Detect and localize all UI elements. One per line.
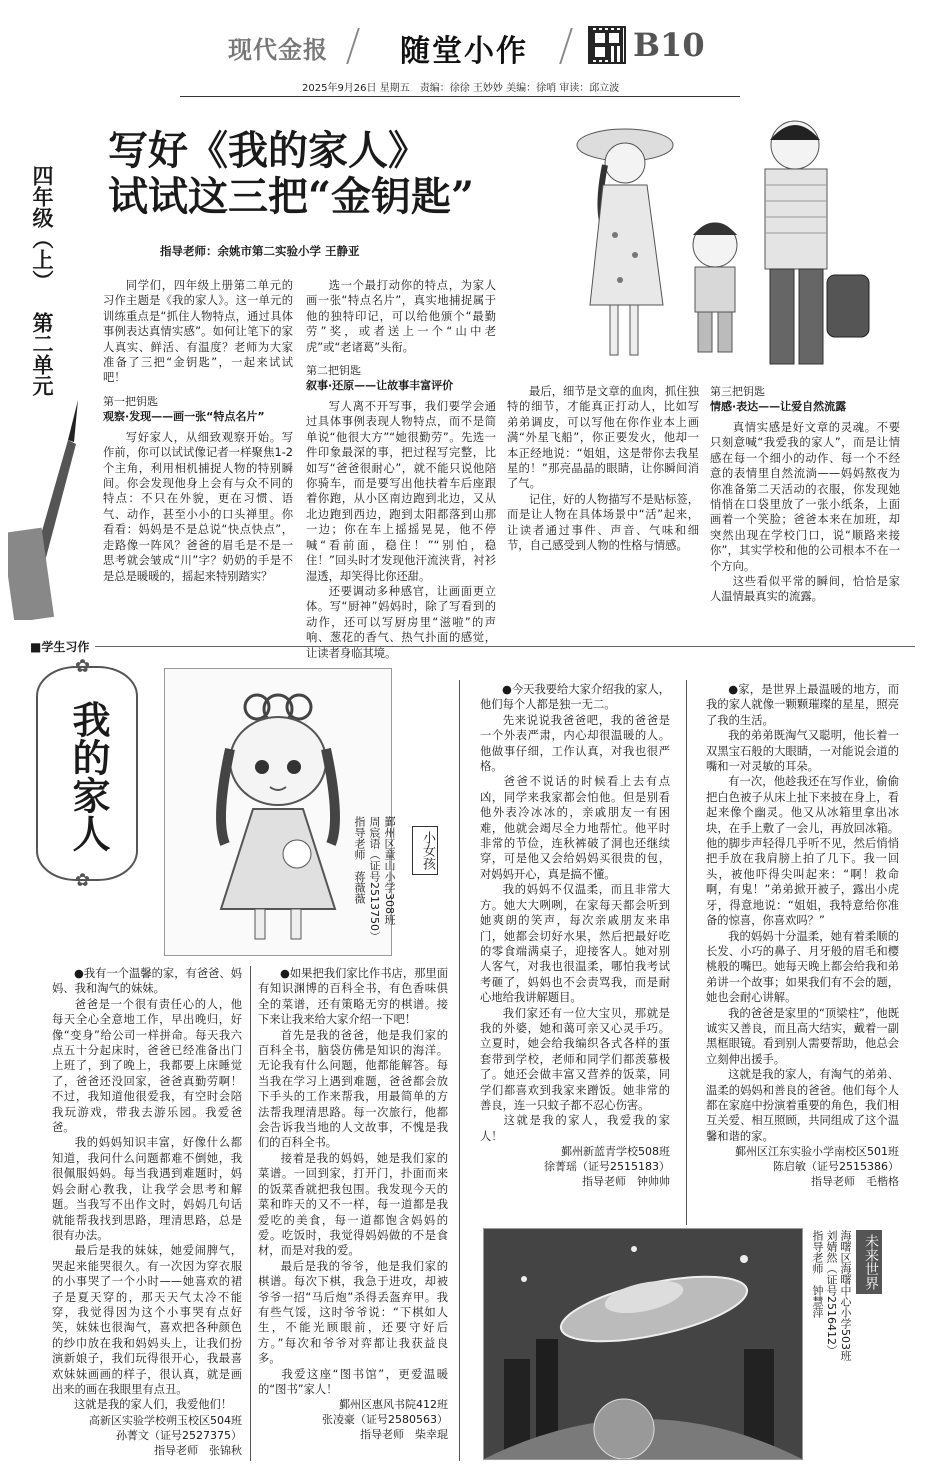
essay-3-paragraph: [480, 713, 670, 775]
essay-3-teacher: 指导老师 钟帅帅: [582, 1175, 670, 1189]
column-divider: [459, 680, 460, 1461]
masthead-rule: [180, 96, 740, 97]
essay-4-author: 陈启敏（证号2515386）: [773, 1160, 899, 1174]
essay-4-p5: 我的爸爸是家里的“顶梁柱”，他既诚实又善良，而且高大结实，戴着一副黑框眼镜。看到别人需要帮助，他总会立刻伸出援手。: [706, 1006, 899, 1066]
essay-3-paragraph: [480, 774, 670, 882]
artwork-future-world-label: 未来世界: [856, 1230, 882, 1294]
essay-1-p4: 最后是我的妹妹，她爱闹脾气，哭起来能哭很久。有一次因为穿衣服的小事哭了一个小时——她喜欢的裙子是夏天穿的，那天天气太冷不能穿，我觉得因为这个小事哭有点好笑，妹妹也很淘气，喜欢把各种颜色的纱巾放在我和妈妈头上，让我们扮演新娘子，我们玩得很开心，我最喜欢妹妹画画的样子，很认真，就是画出来的画在我眼里有点丑。: [52, 1244, 242, 1396]
masthead-divider: [346, 28, 360, 64]
key1-title: 第一把钥匙: [103, 394, 158, 408]
essay-4-paragraph: [706, 1067, 899, 1144]
essay-4: [706, 682, 899, 1189]
essay-4-paragraph: [706, 728, 899, 774]
essay-2-p5: 我爱这座“图书馆”，更爱温暖的“图书”家人！: [258, 1367, 448, 1396]
key2-paragraph-4: [507, 492, 699, 554]
family-illustration: [565, 105, 925, 380]
column-divider: [250, 966, 251, 1461]
grade-label: [20, 165, 54, 396]
essay-1-p5: 这就是我的家人们，我爱他们！: [74, 1398, 233, 1412]
essay-3-p3: 爸爸不说话的时候看上去有点凶，同学来我家都会怕他。但是别看他外表冷冰冰的，亲戚朋友一有困难，他就会竭尽全力地帮忙。他平时非常的节俭，连秋裤破了洞也还继续穿，可是他又会给妈妈买很贵的包，对妈妈开心，真是搞不懂。: [480, 775, 670, 881]
key2-paragraph-4-text: 记住，好的人物描写不是贴标签，而是让人物在具体场景中“活”起来，让读者通过事件、声音、气味和细节，自己感受到人物的性格与情感。: [507, 492, 699, 553]
essay-1-p1: ●我有一个温馨的家，有爸爸、妈妈、我和淘气的妹妹。: [52, 967, 243, 996]
essay-2-p3: 接着是我的妈妈，她是我们家的菜谱。一回到家，打开门，扑面而来的饭菜香就把我包围。我发现今天的菜和昨天的又不一样，每一道都是我爱吃的美食，每一道都饱含妈妈的爱。吃饭时，我觉得妈妈做的不是食材，而是对我的爱。: [258, 1151, 448, 1258]
essay-1-author: 孙菁文（证号2527375）: [116, 1428, 242, 1442]
essay-4-p1: ●家，是世界上最温暖的地方，而我的家人就像一颗颗璀璨的星星，照亮了我的生活。: [706, 683, 899, 727]
page-number: B10: [633, 26, 705, 64]
key3-subtitle: 情感·表达——让爱自然流露: [710, 400, 847, 413]
key1-paragraph-text: 写好家人，从细致观察开始。写作前，你可以试试像记者一样聚焦1-2个主角，利用相机捕捉人物的特别瞬间。你会发现他身上会有与众不同的特点：不只在外貌，更在习惯、语气、动作，甚至小小的口头禅里。你看看：妈妈是不是总说“快点快点”，走路像一阵风？爸爸的眉毛是不是一思考就会皱成“川”字？奶奶的手是不是总是暖暖的，摇起来特别踏实？: [103, 430, 293, 583]
dateline: 2025年9月26日 星期五 责编：徐徐 王妙妙 美编：徐哨 审读：邱立波: [302, 83, 620, 94]
essay-4-school: 鄞州区江东实验小学南校区501班: [735, 1145, 899, 1159]
essay-2-teacher: 指导老师 柴幸琨: [360, 1428, 448, 1442]
essay-1-paragraph: [52, 1135, 242, 1243]
key2-paragraph-3-text: 最后，细节是文章的血肉，抓住独特的细节，才能真正打动人，比如写弟弟调皮，可以写他在你作业本上画满“外星飞船”，你正要发火，他却一本正经地说：“姐姐，这是带你去我星星的！”那亮晶晶的眼睛，让你瞬间消了气。: [507, 385, 699, 491]
qr-code-icon: [588, 26, 626, 64]
essay-3: [480, 682, 670, 1189]
essay-2-paragraph: [258, 1028, 448, 1151]
masthead-column-name: 随堂小作: [400, 34, 528, 69]
essay-2-p4: 最后是我的爷爷，他是我们家的棋谱。每次下棋，我急于进攻，却被爷爷一招“马后炮”杀得丢盔弃甲。我有些气馁，这时爷爷说：“下棋如人生，不能光顾眼前，还要守好后方。”每次和爷爷对弈都让我获益良多。: [258, 1259, 448, 1366]
essay-4-p4: 我的妈妈十分温柔，她有着柔顺的长发、小巧的鼻子、月牙般的眉毛和樱桃般的嘴巴。她每天晚上都会给我和弟弟讲一个故事；如果我们有不会的题，她也会耐心讲解。: [706, 929, 899, 1005]
artwork-future-world-name: 刘婧然（证号2516412）: [825, 1230, 838, 1356]
artwork-girl-school: 鄞州区童山小学308班: [383, 816, 396, 925]
essay-4-p2: 我的弟弟既淘气又聪明，他长着一双黑宝石般的大眼睛，一对能说会道的嘴和一对灵敏的耳朵。: [706, 729, 899, 774]
essay-3-p6: 这就是我的家人，我爱我的家人！: [480, 1114, 670, 1143]
essay-4-p3: 有一次，他趁我还在写作业，偷偷把白色被子从床上扯下来披在身上，看起来像个幽灵。他又从冰箱里拿出冰块，在手上敷了一会儿，再放回冰箱。他的脚步声轻得几乎听不见，然后悄悄把手放在我肩膀上拍了几下。我一回头，被他吓得尖叫起来：“啊！救命啊，有鬼！”弟弟掀开被子，露出小虎牙，得意地说：“姐姐，我特意给你准备的惊喜，你喜欢吗？”: [706, 775, 899, 928]
key3-title: 第三把钥匙: [710, 385, 765, 398]
essay-4-paragraph: [706, 682, 899, 728]
essay-3-p1: ●今天我要给大家介绍我的家人，他们每个人都是独一无二。: [480, 683, 671, 712]
essay-4-teacher: 指导老师 毛楷格: [811, 1175, 899, 1189]
essay-3-paragraph: [480, 882, 670, 1005]
essay-2-paragraph: [258, 966, 448, 1028]
headline-line-2: 试试这三把“金钥匙”: [108, 173, 475, 220]
essay-1-school: 高新区实验学校朔玉校区504班: [89, 1413, 242, 1427]
masthead-brand: 现代金报: [228, 35, 328, 64]
essay-3-p4: 我的妈妈不仅温柔，而且非常大方。她大大咧咧，在家每天都会听到她爽朗的笑声，每次亲戚朋友来串门，她都会切好水果，然后把最好吃的零食端满桌子，迎接客人。她对别人客气，对我也很温柔，哪怕我考试考砸了，妈妈也不会责骂我，而是耐心地给我讲解题目。: [480, 883, 670, 1005]
essay-4-paragraph: [706, 1006, 899, 1068]
key2-paragraph-1-text: 写人离不开写事，我们要学会通过具体事例表现人物特点，而不是简单说“他很大方”“她很勤劳”。先选一件印象最深的事，把过程写完整，比如写“爸爸很耐心”，就不能只说他陪你骑车，而是要写出他扶着车后座跟着你跑，从小区南边跑到北边，又从北边跑到西边，跑到太阳都落到山那一边；你在车上摇摇晃晃，他不停喊“看前面，稳住！”“别怕，稳住！”回头时才发现他汗流浃背，衬衫湿透，却笑得比你还甜。: [306, 400, 496, 583]
essay-1-p2: 爸爸是一个很有责任心的人，他每天全心全意地工作，早出晚归，好像“变身”给公司一样拼命。每天我六点五十分起床时，爸爸已经准备出门上班了，到了晚上，我都要上床睡觉了，爸爸还没回家，爸爸真勤劳啊！不过，我知道他很爱我，有空时会陪我玩游戏，带我去游乐园。我爱爸爸。: [52, 997, 242, 1135]
essay-2-paragraph: [258, 1151, 448, 1259]
section-rule: [95, 646, 915, 647]
key3-paragraph-1: [710, 420, 900, 574]
key3-paragraph-2-text: 这些看似平常的瞬间，恰恰是家人温情最真实的流露。: [710, 575, 900, 604]
artwork-girl-name: 周宸语（证号2513750）: [368, 816, 381, 942]
artwork-future-world-teacher: 指导老师 钟慧萍: [811, 1230, 824, 1318]
artwork-girl-label: 小女孩: [412, 826, 438, 875]
feature-title-frame: [36, 656, 138, 891]
column-divider: [686, 680, 687, 1225]
essay-2-school: 鄞州区惠风书院412班: [339, 1398, 448, 1412]
headline-advisor: 指导老师：余姚市第二实验小学 王静亚: [160, 244, 360, 258]
article-column-2: [306, 278, 496, 661]
headline: [108, 128, 568, 220]
essay-3-school: 鄞州新蓝青学校508班: [561, 1145, 670, 1159]
essay-2-p1: ●如果把我们家比作书店，那里面有知识渊博的百科全书，有色香味俱全的菜谱，还有策略无穷的棋谱。接下来让我来给大家介绍一下吧！: [258, 967, 449, 1027]
key2-paragraph-3: [507, 384, 699, 492]
essay-2-paragraph: [258, 1259, 448, 1367]
artwork-girl-credits: [352, 816, 397, 956]
key2-title: 第二把钥匙: [306, 364, 361, 378]
essay-2-author: 张凌豪（证号2580563）: [322, 1413, 448, 1427]
key2-paragraph-1: [306, 399, 496, 584]
key2-subtitle: 叙事·还原——让故事丰富评价: [306, 379, 454, 393]
key3-paragraph-1-text: 真情实感是好文章的灵魂。不要只刻意喊“我爱我的家人”，而是让情感在每一个细小的动作、每一个不经意的表情里自然流淌——妈妈熬夜为你准备第二天活动的衣服，你发现她悄悄在口袋里放了一张小纸条，上面画着一个笑脸；爸爸本来在加班，却突然出现在学校门口，说“顺路来接你”，其实学校和他的公司根本不在一个方向。: [710, 421, 900, 573]
essay-1: [52, 966, 242, 1458]
essay-4-paragraph: [706, 774, 899, 928]
essay-1-p3: 我的妈妈知识丰富，好像什么都知道，我问什么问题都难不倒她，我很佩服妈妈。每当我遇到难题时，妈妈会耐心教我，让我学会思考和解题。当我写不出作文时，妈妈几句话就能帮我找到思路，理清思路，总是很有办法。: [52, 1136, 242, 1242]
essay-1-paragraph: [52, 997, 242, 1136]
essay-3-p2: 先来说说我爸爸吧，我的爸爸是一个外表严肃，内心却很温暖的人。他做事仔细，工作认真，对我也很严格。: [480, 713, 670, 774]
masthead-divider: [559, 28, 573, 64]
key1-paragraph-2-text: 选一个最打动你的特点，为家人画一张“特点名片”，真实地捕捉属于他的独特印记，可以给他颁个“最勤劳”奖，或者送上一个“山中老虎”或“老诸葛”头衔。: [306, 279, 496, 354]
essay-1-teacher: 指导老师 张锦秋: [154, 1443, 242, 1457]
headline-line-1: 写好《我的家人》: [108, 127, 428, 174]
key2-paragraph-2-text: 还要调动多种感官，让画面更立体。写“厨神”妈妈时，除了写看到的动作，还可以写厨房里“滋啦”的声响、葱花的香气、热气扑面的感觉，让读者身临其境。: [306, 584, 496, 660]
grade-text: 四年级（上）: [30, 165, 55, 291]
essay-2: [258, 966, 448, 1442]
feature-title: 我的家人: [66, 700, 111, 852]
ornament-icon: ✿: [75, 870, 91, 891]
key1-paragraph: [103, 430, 293, 584]
essay-1-paragraph: [52, 1397, 242, 1412]
essay-3-p5: 我们家还有一位大宝贝，那就是我的外婆，她和蔼可亲又心灵手巧。立夏时，她会给我编织各式各样的蛋套带到学校，老师和同学们都羡慕极了。她还会做丰富又营养的饭菜，同学们都喜欢到我家来蹭饭。她非常的善良，连一只蚊子都不忍心伤害。: [480, 1006, 670, 1112]
article-column-1: [103, 278, 293, 584]
section-tag: ■学生习作: [30, 640, 90, 654]
ornament-icon: ✿: [75, 656, 91, 677]
artwork-future-world-credits: [810, 1230, 852, 1430]
essay-3-paragraph: [480, 682, 670, 713]
key2-paragraph-2: [306, 584, 496, 661]
essay-2-paragraph: [258, 1367, 448, 1398]
artwork-girl-teacher: 指导老师 蒋薇薇: [353, 816, 366, 904]
essay-2-p2: 首先是我的爸爸，他是我们家的百科全书，脑袋仿佛是知识的海洋。无论我有什么问题，他都能解答。每当我在学习上遇到难题，爸爸都会放下手头的工作来帮我，用最简单的方法帮我理清思路。每一次旅行，他都会告诉我当地的人文故事，不愧是我们的百科全书。: [258, 1028, 448, 1150]
essay-4-p6: 这就是我的家人，有淘气的弟弟、温柔的妈妈和善良的爸爸。他们每个人都在家庭中扮演着重要的角色，我们相互关爱、相互照顾，共同组成了这个温馨和谐的家。: [706, 1068, 899, 1143]
masthead: [0, 0, 934, 100]
essay-3-paragraph: [480, 1113, 670, 1144]
article-column-4: [710, 384, 900, 605]
key1-paragraph-2: [306, 278, 496, 355]
key1-subtitle: 观察·发现——画一张“特点名片”: [103, 409, 265, 423]
fountain-pen-illustration: [8, 380, 78, 620]
essay-1-paragraph: [52, 1243, 242, 1397]
article-intro-text: 同学们，四年级上册第二单元的习作主题是《我的家人》。这一单元的训练重点是“抓住人物特点，通过具体事例表达真情实感”。如何让笔下的家人真实、鲜活、有温度？老师为大家准备了三把“金钥匙”，一起来试试吧！: [103, 279, 293, 385]
key3-paragraph-2: [710, 574, 900, 605]
unit-text: 第二单元: [30, 312, 55, 397]
essay-3-paragraph: [480, 1006, 670, 1114]
essay-1-paragraph: [52, 966, 242, 997]
essay-4-paragraph: [706, 929, 899, 1006]
artwork-future-world: [483, 1228, 803, 1460]
article-intro: [103, 278, 293, 386]
artwork-future-world-school: 海曙区海曙中心小学503班: [839, 1230, 852, 1361]
essay-3-author: 徐菁瑶（证号2515183）: [544, 1160, 670, 1174]
article-column-3: [507, 384, 699, 553]
